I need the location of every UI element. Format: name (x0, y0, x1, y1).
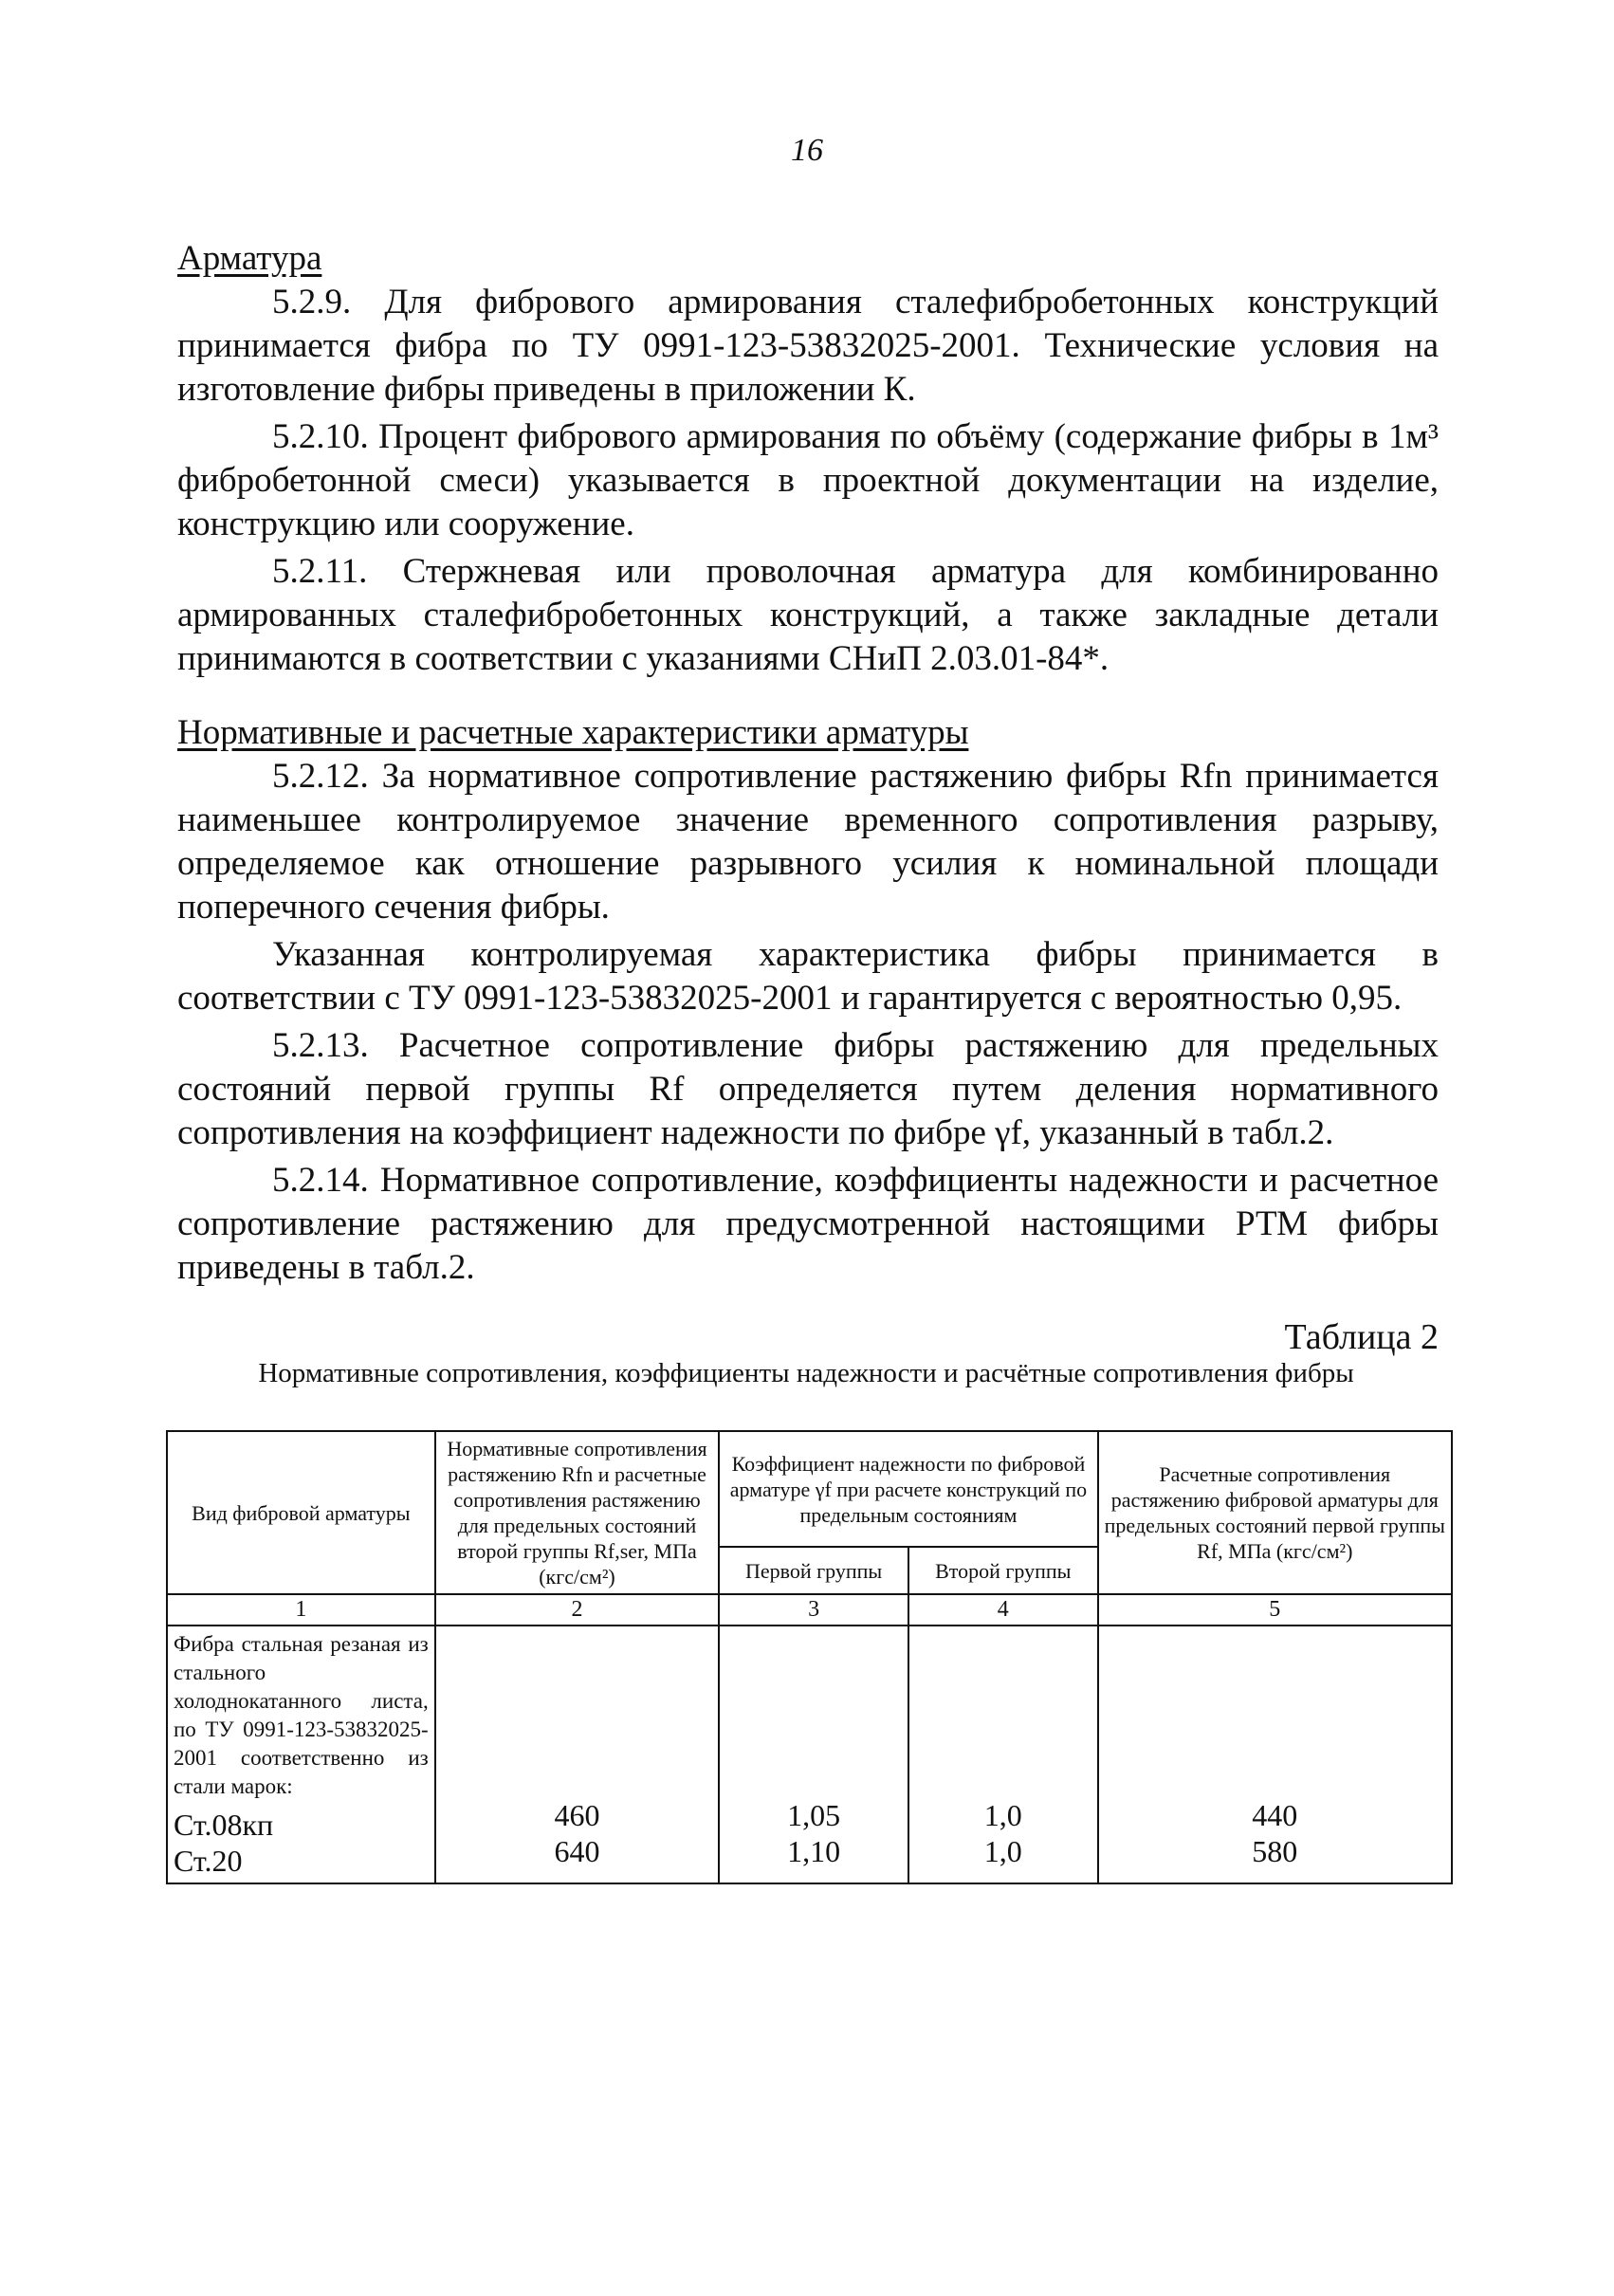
section-characteristics-body (177, 755, 1439, 1294)
fiber-description: Фибра стальная резаная из стального холоднокатанного листа, по ТУ 0991-123-53832025-2001 соответственно из стали марок: (174, 1632, 429, 1798)
column-number-1: 1 (167, 1594, 435, 1626)
grade-st20: Ст.20 (174, 1844, 243, 1878)
paragraph-control-characteristic: Указанная контролируемая характеристика фибры принимается в соответствии с ТУ 0991-123-53832025-2001 и гарантируется с вероятностью 0,95. (177, 935, 1439, 1018)
paragraph-5-2-13: 5.2.13. Расчетное сопротивление фибры растяжению для предельных состояний первой группы Rf определяется путем деления нормативного сопротивления на коэффициент надежности по фибре γf, указанный в табл.2. (177, 1026, 1439, 1152)
header-first-group: Первой группы (719, 1547, 908, 1594)
k1-value-st20: 1,10 (787, 1834, 841, 1868)
cell-first-group-values (719, 1626, 908, 1883)
k2-value-st20: 1,0 (983, 1834, 1022, 1868)
header-fiber-type: Вид фибровой арматуры (167, 1431, 435, 1594)
paragraph-5-2-12: 5.2.12. За нормативное сопротивление растяжению фибры Rfn принимается наименьшее контролируемое значение временного сопротивления разрыву, определяемое как отношение разрывного усилия к номинальной площади поперечного сечения фибры. (177, 757, 1439, 927)
table-caption: Нормативные сопротивления, коэффициенты надежности и расчётные сопротивления фибры (258, 1358, 1354, 1388)
column-number-5: 5 (1098, 1594, 1452, 1626)
norm-value-st08kp: 460 (554, 1798, 600, 1832)
section-reinforcement-body (177, 281, 1439, 685)
column-number-2: 2 (435, 1594, 720, 1626)
header-normative-resistance: Нормативные сопротивления растяжению Rfn и расчетные сопротивления растяжению для предельных состояний второй группы Rf,ser, МПа (кгс/см²) (435, 1431, 720, 1594)
norm-value-st20: 640 (554, 1834, 600, 1868)
paragraph-5-2-10: 5.2.10. Процент фибрового армирования по объёму (содержание фибры в 1м³ фибробетонной смеси) указывается в проектной документации на изделие, конструкцию или сооружение. (177, 417, 1439, 543)
paragraph-5-2-14: 5.2.14. Нормативное сопротивление, коэффициенты надежности и расчетное сопротивление растяжению для предусмотренной настоящими РТМ фибры приведены в табл.2. (177, 1161, 1439, 1287)
k2-value-st08kp: 1,0 (983, 1798, 1022, 1832)
calc-value-st20: 580 (1252, 1834, 1298, 1868)
paragraph-5-2-9: 5.2.9. Для фибрового армирования сталефибробетонных конструкций принимается фибра по ТУ 0991-123-53832025-2001. Технические условия на изготовление фибры приведены в приложении К. (177, 283, 1439, 409)
section-heading-characteristics: Нормативные и расчетные характеристики арматуры (177, 713, 969, 752)
column-number-3: 3 (719, 1594, 908, 1626)
page-number: 16 (791, 133, 823, 168)
grade-st08kp: Ст.08кп (174, 1808, 274, 1842)
cell-normative-values (435, 1626, 720, 1883)
column-number-4: 4 (908, 1594, 1098, 1626)
header-reliability-coefficient: Коэффициент надежности по фибровой арматуре γf при расчете конструкций по предельным состояниям (719, 1431, 1097, 1547)
table-header-row (167, 1431, 1452, 1547)
table-label: Таблица 2 (1284, 1317, 1439, 1357)
section-heading-reinforcement: Арматура (177, 239, 322, 278)
table-row (167, 1626, 1452, 1883)
resistance-table (166, 1430, 1453, 1884)
cell-second-group-values (908, 1626, 1098, 1883)
table-column-numbers-row (167, 1594, 1452, 1626)
k1-value-st08kp: 1,05 (787, 1798, 841, 1832)
header-second-group: Второй группы (908, 1547, 1098, 1594)
header-calculated-resistance: Расчетные сопротивления растяжению фибровой арматуры для предельных состояний первой группы Rf, МПа (кгс/см²) (1098, 1431, 1452, 1594)
cell-fiber-type (167, 1626, 435, 1883)
paragraph-5-2-11: 5.2.11. Стержневая или проволочная арматура для комбинированно армированных сталефибробетонных конструкций, а также закладные детали принимаются в соответствии с указаниями СНиП 2.03.01-84*. (177, 552, 1439, 678)
calc-value-st08kp: 440 (1252, 1798, 1298, 1832)
cell-calculated-values (1098, 1626, 1452, 1883)
